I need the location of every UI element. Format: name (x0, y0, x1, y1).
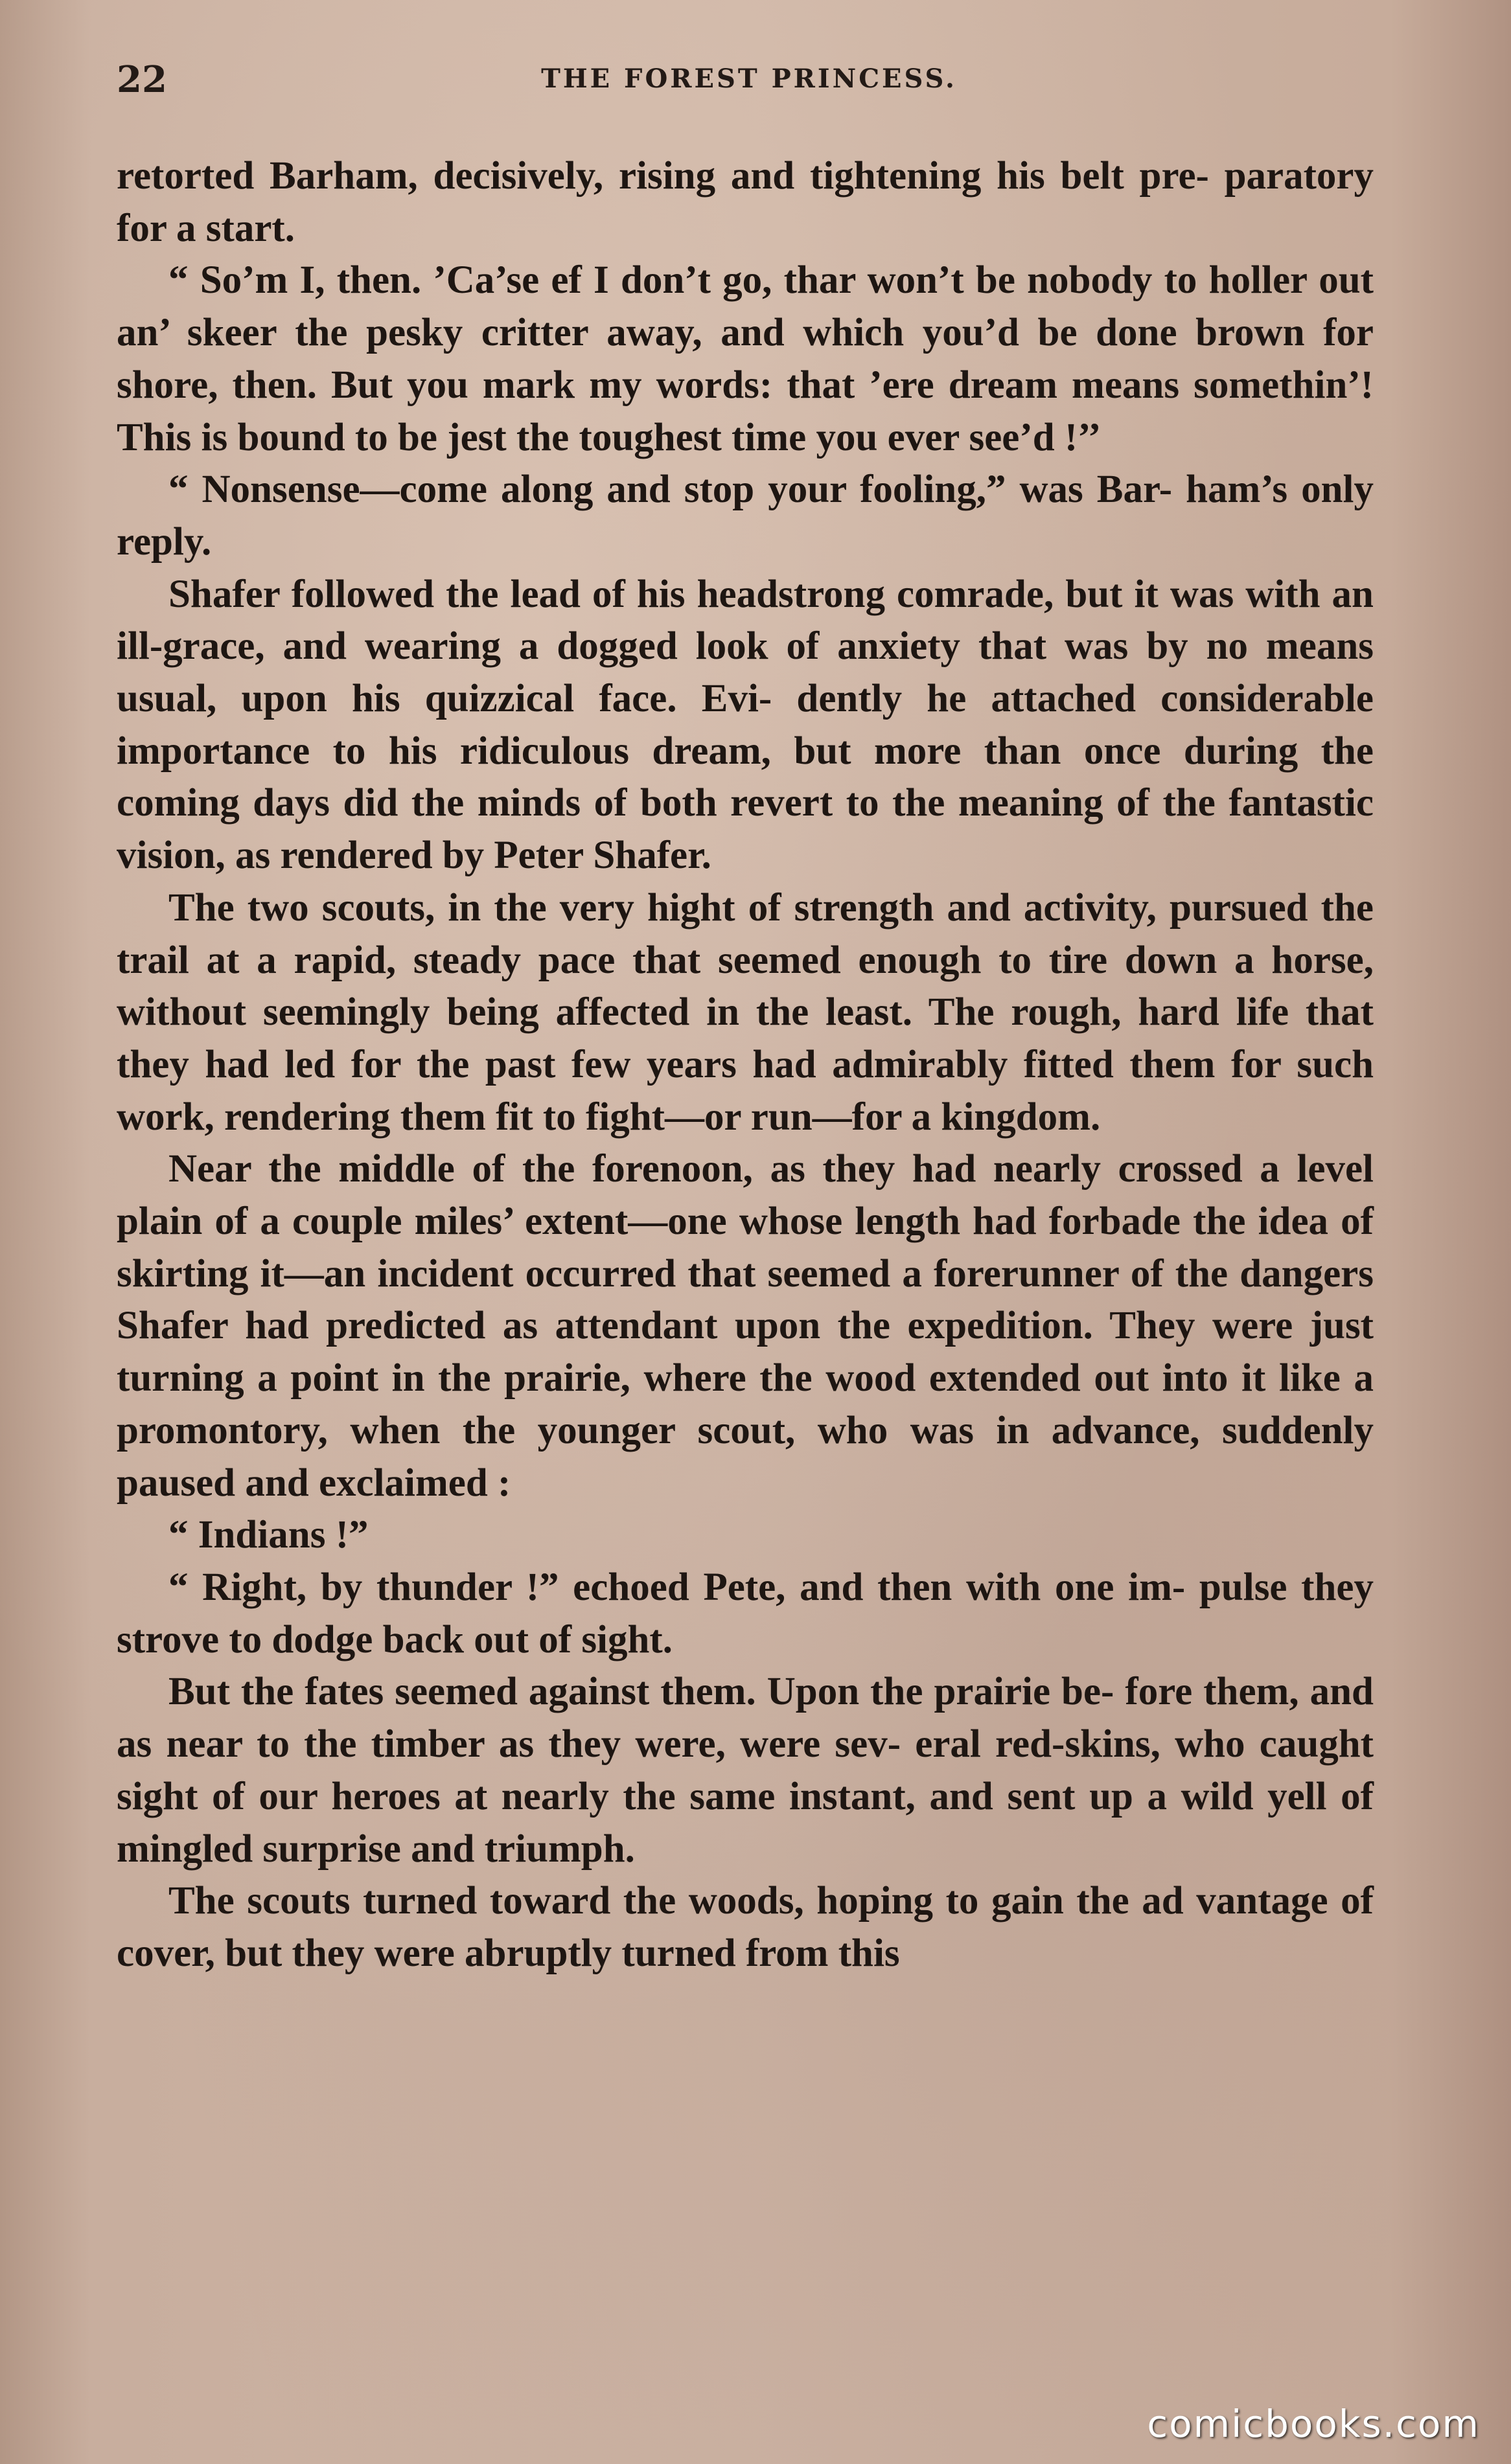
paragraph: But the fates seemed against them. Upon the prairie be- fore them, and as near to the timber as they were, were sev- eral red-skins, who caught sight of our heroes at nearly the same instant, and sent up a wild yell of mingled surprise and triumph. (117, 1670, 1374, 1871)
paragraph: “ So’m I, then. ’Ca’se ef I don’t go, thar won’t be nobody to holler out an’ skeer the pesky critter away, and which you’d be done brown for shore, then. But you mark my words: that ’ere dream means somethin’! This is bound to be jest the toughest time you ever see’d !’’ (117, 258, 1374, 459)
paragraph: Near the middle of the forenoon, as they had nearly crossed a level plain of a couple miles’ extent—one whose length had forbade the idea of skirting it—an incident occurred that seemed a forerunner of the dangers Shafer had predicted as attendant upon the expedition. They were just turning a point in the prairie, where the wood extended out into it like a promontory, when the younger scout, who was in advance, suddenly paused and exclaimed : (117, 1147, 1374, 1505)
paragraph: “ Right, by thunder !” echoed Pete, and then with one im- pulse they strove to dodge back out of sight. (117, 1565, 1374, 1661)
page-header (117, 58, 1381, 110)
paragraph: “ Nonsense—come along and stop your fooling,” was Bar- ham’s only reply. (117, 468, 1374, 564)
paragraph: retorted Barham, decisively, rising and tightening his belt pre- paratory for a start. (117, 154, 1374, 250)
running-title: THE FOREST PRINCESS. (541, 63, 957, 94)
watermark: comicbooks.com (1147, 2402, 1480, 2446)
paragraph: Shafer followed the lead of his headstrong comrade, but it was with an ill-grace, and wearing a dogged look of anxiety that was by no means usual, upon his quizzical face. Evi- dently he attached considerable importance to his ridiculous dream, but more than once during the coming days did the minds of both revert to the meaning of the fantastic vision, as rendered by Peter Shafer. (117, 572, 1374, 878)
paragraph: The two scouts, in the very hight of strength and activity, pursued the trail at a rapid, steady pace that seemed enough to tire down a horse, without seemingly being affected in the least. The rough, hard life that they had led for the past few years had admirably fitted them for such work, rendering them fit to fight—or run—for a kingdom. (117, 885, 1374, 1139)
paragraph: The scouts turned toward the woods, hoping to gain the ad vantage of cover, but they were abruptly turned from this (117, 1879, 1374, 1975)
body-text (117, 150, 1374, 1980)
page-number: 22 (117, 58, 167, 101)
paragraph: “ Indians !” (168, 1513, 369, 1557)
